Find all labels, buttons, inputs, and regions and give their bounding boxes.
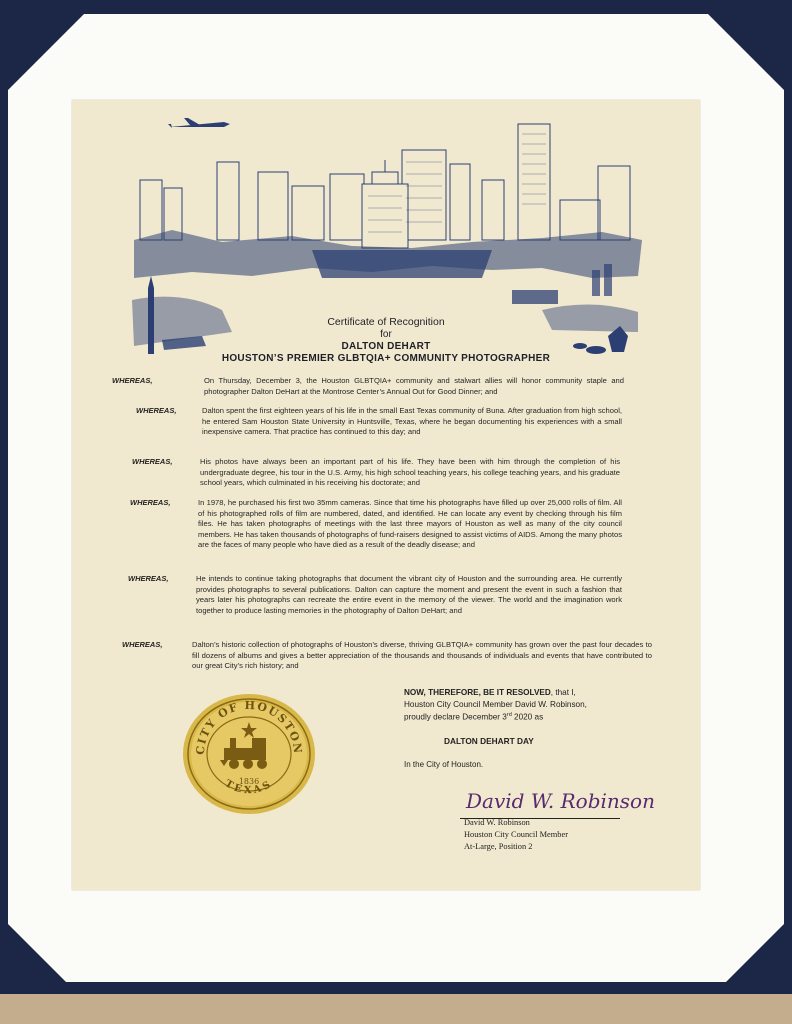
whereas-clause-2: Dalton spent the first eighteen years of his life in the small East Texas community of Buna. After graduation from high school, he entered Sam Houston State University in Huntsville, Texas, where he began documenting his experiences with a small inexpensive camera. That practice has continued to this day; and xyxy=(202,406,622,437)
whereas-label: WHEREAS, xyxy=(136,406,177,415)
whereas-label: WHEREAS, xyxy=(130,498,171,507)
certificate-title: Certificate of Recognition xyxy=(327,316,445,328)
seal-center-text: 1836 xyxy=(238,777,260,786)
resolution-line3: proudly declare December 3 xyxy=(404,712,507,722)
resolution-ordinal: rd xyxy=(506,712,512,718)
resolution-line2: Houston City Council Member David W. Robinson, xyxy=(404,699,587,709)
signer-position: At-Large, Position 2 xyxy=(464,842,533,851)
signer-name: David W. Robinson xyxy=(464,818,530,827)
whereas-label: WHEREAS, xyxy=(122,640,163,649)
seal-top-text: CITY OF HOUSTON xyxy=(193,698,305,756)
resolution-line1: , that I, xyxy=(550,688,576,697)
whereas-clause-4: In 1978, he purchased his first two 35mm cameras. Since that time his photographs have filled up over 25,000 rolls of film. All of his photographed rolls of film are numbered, dated, and identified. He can locate any event by checking through his film files. He has taken photographs of meetings with the last three mayors of Houston as well as many of the city council members. He has taken thousands of photographs of fund-raisers designed to assist victims of AIDS. Among the many photos are the faces of many people who have died as a result of the deadly disease; and xyxy=(198,498,622,550)
whereas-label: WHEREAS, xyxy=(132,457,173,466)
whereas-clause-5: He intends to continue taking photographs that document the vibrant city of Houston and the surrounding area. He currently provides photographs to several publications. Dalton can capture the moment and present the event in such a fashion that years later his photographs can recreate the entire event in the memory of the viewer. The world and the imagination work together to produce lasting memories in the photography of Dalton DeHart; and xyxy=(196,574,622,615)
whereas-clause-3: His photos have always been an important part of his life. They have been with him through the completion of his undergraduate degree, his tour in the U.S. Army, his high school teaching years, his college teaching years, and his graduate school years, which culminated in his receiving his doctorate; and xyxy=(200,457,620,488)
honoree-title: HOUSTON’S PREMIER GLBTQIA+ COMMUNITY PHOTOGRAPHER xyxy=(221,353,551,364)
whereas-label: WHEREAS, xyxy=(128,574,169,583)
resolution-line3-end: 2020 as xyxy=(511,712,544,722)
whereas-clause-1: On Thursday, December 3, the Houston GLBTQIA+ community and stalwart allies will honor community staple and photographer Dalton DeHart at the Montrose Center’s Annual Out for Good Dinner; and xyxy=(204,376,624,396)
resolution-lead: NOW, THEREFORE, BE IT RESOLVED xyxy=(404,688,551,697)
seal-bottom-text: TEXAS xyxy=(222,778,276,797)
whereas-label: WHEREAS, xyxy=(112,376,153,385)
whereas-clause-6: Dalton’s historic collection of photographs of Houston’s diverse, thriving GLBTQIA+ community has grown over the past four decades to fill dozens of albums and gives a better appreciation of the thousands and thousands of individuals and events that have contributed to our great City’s rich history; and xyxy=(192,640,652,671)
city-of-houston-seal xyxy=(180,692,318,816)
honoree-name: DALTON DEHART xyxy=(341,341,431,352)
certificate-for: for xyxy=(380,329,392,340)
signature-script: David W. Robinson xyxy=(466,789,655,813)
resolution-statement xyxy=(404,687,694,723)
signer-title: Houston City Council Member xyxy=(464,830,568,839)
in-city-text: In the City of Houston. xyxy=(404,760,484,769)
certificate-paper xyxy=(72,100,700,890)
proclaimed-day: DALTON DEHART DAY xyxy=(444,736,534,746)
handwritten-signature xyxy=(462,778,655,818)
table-surface xyxy=(0,994,792,1024)
